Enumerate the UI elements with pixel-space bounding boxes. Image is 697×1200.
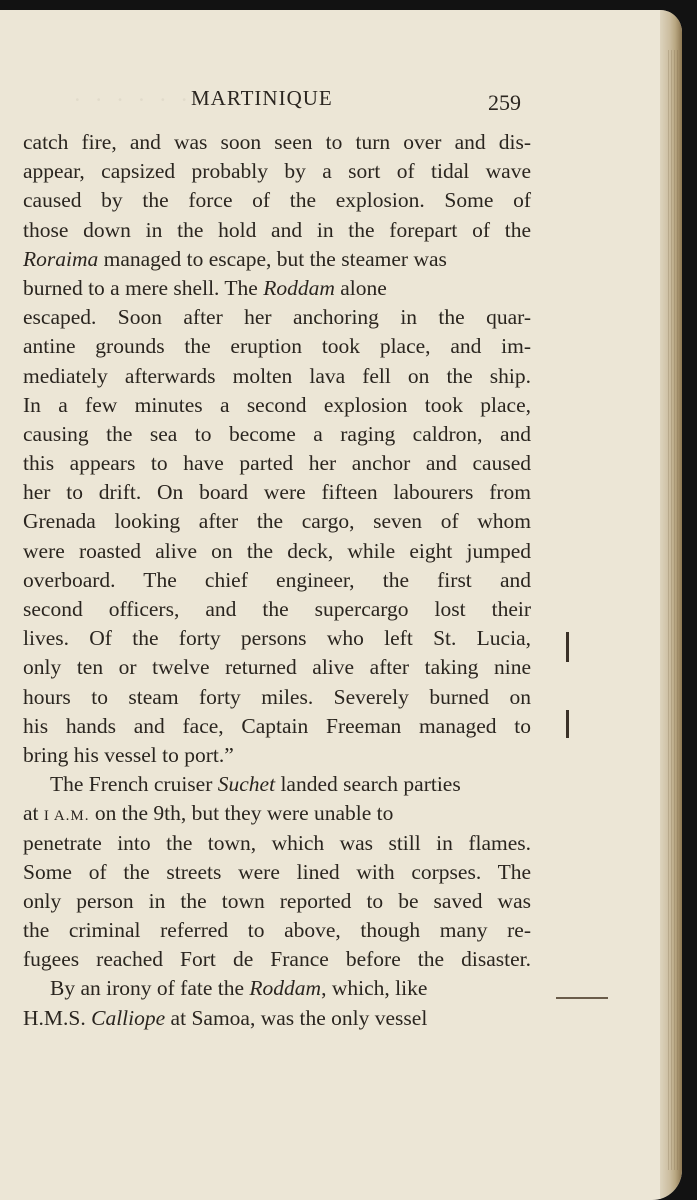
page-number: 259 (488, 90, 521, 115)
text-line: second officers, and the supercargo lost their (23, 597, 531, 621)
text-line: catch fire, and was soon seen to turn over and dis- (23, 130, 531, 154)
ship-name: Calliope (91, 1005, 166, 1030)
text-line: In a few minutes a second explosion took place, (23, 392, 531, 417)
text-line: overboard. The chief engineer, the first and (23, 567, 531, 592)
text-fragment: landed search parties (275, 772, 461, 797)
text-fragment: managed to escape, but the steamer was (98, 246, 447, 271)
text-line (23, 799, 531, 828)
text-line (23, 274, 531, 303)
text-line: the criminal referred to above, though many re- (23, 918, 531, 943)
text-line: Grenada looking after the cargo, seven of whom (23, 509, 531, 534)
text-fragment: at Samoa, was the only vessel (165, 1005, 428, 1030)
text-line: were roasted alive on the deck, while eight jumped (23, 538, 531, 563)
margin-mark (566, 632, 569, 662)
bleed-through-text: · · · · · · (70, 88, 188, 112)
ship-name: Roddam (249, 976, 322, 1001)
ship-name: Roddam (263, 275, 335, 300)
text-fragment: By an irony of fate the (50, 976, 250, 1001)
text-line: only ten or twelve returned alive after taking nine (23, 655, 531, 680)
book-page (0, 10, 682, 1200)
text-line: this appears to have parted her anchor and caused (23, 451, 531, 476)
text-line (23, 770, 531, 799)
text-line: antine grounds the eruption took place, and im- (23, 334, 531, 359)
text-line: hours to steam forty miles. Severely burned on (23, 684, 531, 709)
text-line: mediately afterwards molten lava fell on the ship. (23, 363, 531, 388)
text-fragment: H.M.S. (23, 1005, 92, 1030)
text-line: appear, capsized probably by a sort of tidal wave (23, 159, 531, 184)
text-line (23, 1004, 531, 1033)
text-fragment: at (23, 801, 44, 826)
text-fragment: The French cruiser (50, 772, 218, 797)
time-small-caps: I A.M. (43, 808, 90, 825)
margin-mark (566, 710, 569, 738)
text-line: her to drift. On board were fifteen labourers from (23, 480, 531, 505)
text-line (23, 245, 531, 274)
text-fragment: burned to a mere shell. The (23, 275, 264, 300)
ship-name: Roraima (23, 246, 99, 271)
text-line: bring his vessel to port.” (23, 742, 234, 767)
text-line: causing the sea to become a raging caldron, and (23, 421, 531, 446)
text-line: escaped. Soon after her anchoring in the quar- (23, 305, 531, 330)
text-line (23, 974, 531, 1003)
text-line: Some of the streets were lined with corpses. The (23, 859, 531, 884)
text-fragment: , which, like (321, 976, 428, 1001)
page-edge (660, 10, 682, 1200)
page-edge-lines (668, 50, 678, 1170)
margin-mark (556, 997, 608, 999)
running-head: MARTINIQUE (191, 86, 333, 110)
text-line: fugees reached Fort de France before the disaster. (23, 947, 531, 972)
text-fragment: alone (334, 275, 387, 300)
text-fragment: on the 9th, but they were unable to (89, 801, 394, 826)
text-line: those down in the hold and in the forepart of the (23, 217, 531, 242)
text-line: penetrate into the town, which was still in flames. (23, 830, 531, 855)
ship-name: Suchet (217, 772, 276, 797)
text-line: lives. Of the forty persons who left St. Lucia, (23, 626, 531, 651)
text-line: caused by the force of the explosion. Some of (23, 188, 531, 213)
body-text (23, 128, 531, 1033)
text-line: only person in the town reported to be saved was (23, 888, 531, 913)
text-line: his hands and face, Captain Freeman managed to (23, 713, 531, 738)
